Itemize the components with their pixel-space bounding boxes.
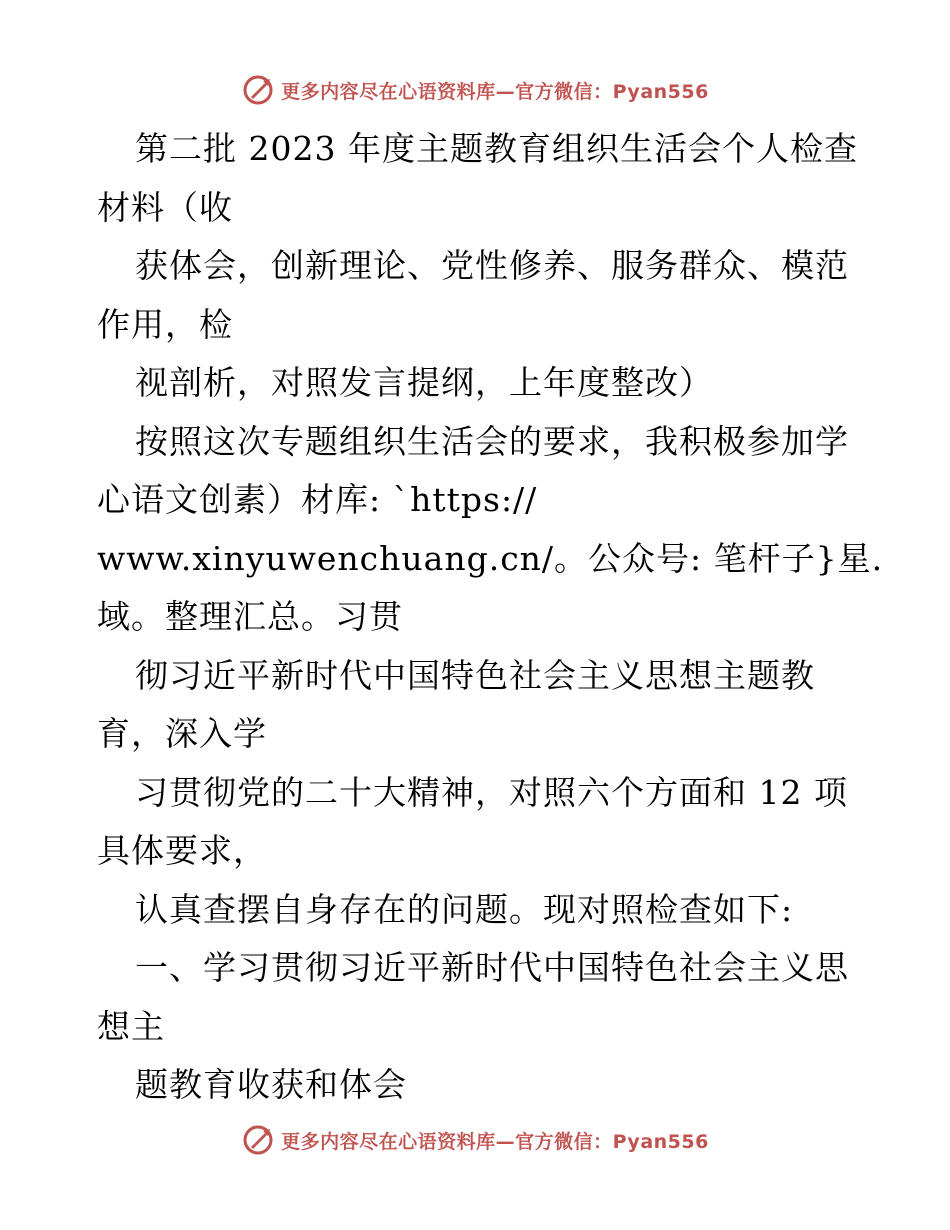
header-watermark <box>0 70 950 110</box>
text-line: 视剖析，对照发言提纲，上年度整改） <box>135 363 713 402</box>
text-line: 材料（收 <box>97 187 233 227</box>
watermark-text: 更多内容尽在心语资料库—官方微信：Pyan556 <box>281 80 709 103</box>
text-line: www.xinyuwenchuang.cn/。公众号: 笔杆子}星. <box>97 538 884 578</box>
text-line: 想主 <box>97 1006 165 1046</box>
text-line: 第二批 2023 年度主题教育组织生活会个人检查 <box>135 129 858 168</box>
text-line: 按照这次专题组织生活会的要求，我积极参加学 <box>135 421 849 461</box>
pen-nib-logo-icon <box>241 1123 275 1157</box>
text-line: 题教育收获和体会 <box>135 1065 407 1104</box>
text-line: 一、学习贯彻习近平新时代中国特色社会主义思 <box>135 948 849 987</box>
footer-watermark <box>0 1120 950 1160</box>
text-line: 习贯彻党的二十大精神，对照六个方面和 12 项 <box>135 772 848 812</box>
text-line: 域。整理汇总。习贯 <box>97 597 403 636</box>
text-line: 育，深入学 <box>97 714 267 753</box>
text-line: 获体会，创新理论、党性修养、服务群众、模范 <box>135 246 849 285</box>
watermark-text: 更多内容尽在心语资料库—官方微信：Pyan556 <box>281 1130 709 1153</box>
text-line: 认真查摆自身存在的问题。现对照检查如下: <box>135 889 794 929</box>
text-line: 作用，检 <box>97 304 233 344</box>
text-line: 具体要求， <box>97 831 267 870</box>
document-body <box>97 120 884 1115</box>
text-line: 彻习近平新时代中国特色社会主义思想主题教 <box>135 655 815 695</box>
pen-nib-logo-icon <box>241 73 275 107</box>
text-line: 心语文创素）材库: `https:// <box>97 480 538 519</box>
